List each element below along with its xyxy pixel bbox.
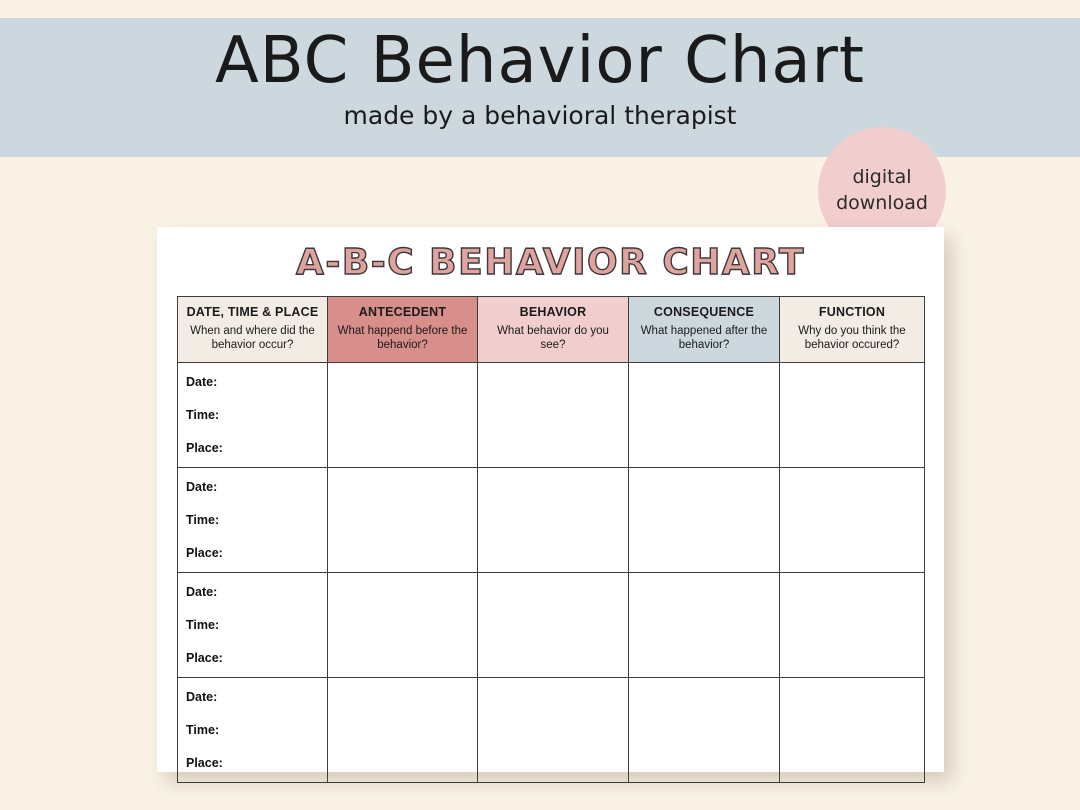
entry-date-time-place-2[interactable]: Date: Time: Place:	[178, 467, 328, 572]
entry-date-time-place-4[interactable]: Date: Time: Place:	[178, 677, 328, 782]
entry-behavior-1[interactable]	[478, 362, 629, 467]
entry-behavior-2[interactable]	[478, 467, 629, 572]
entry-consequence-3[interactable]	[629, 572, 780, 677]
entry-date-time-place-3[interactable]: Date: Time: Place:	[178, 572, 328, 677]
entry-behavior-3[interactable]	[478, 572, 629, 677]
page-title: ABC Behavior Chart	[215, 24, 865, 98]
entry-function-2[interactable]	[780, 467, 925, 572]
chart-table-wrapper	[177, 296, 924, 783]
entry-function-3[interactable]	[780, 572, 925, 677]
header-banner	[0, 18, 1080, 157]
column-header-date-time-place: DATE, TIME & PLACE When and where did the behavior occur?	[178, 297, 328, 363]
entry-antecedent-1[interactable]	[328, 362, 478, 467]
entry-date-time-place-1[interactable]: Date: Time: Place:	[178, 362, 328, 467]
badge-line-1: digital	[852, 166, 912, 189]
table-row	[178, 362, 925, 467]
chart-sheet	[157, 227, 944, 772]
table-row	[178, 467, 925, 572]
entry-antecedent-2[interactable]	[328, 467, 478, 572]
badge-line-2: download	[836, 192, 928, 214]
entry-consequence-2[interactable]	[629, 467, 780, 572]
page-subtitle: made by a behavioral therapist	[343, 101, 737, 131]
table-header-row	[178, 297, 925, 363]
entry-consequence-4[interactable]	[629, 677, 780, 782]
column-header-function: FUNCTION Why do you think the behavior occured?	[780, 297, 925, 363]
entry-antecedent-3[interactable]	[328, 572, 478, 677]
entry-function-4[interactable]	[780, 677, 925, 782]
entry-consequence-1[interactable]	[629, 362, 780, 467]
table-row	[178, 572, 925, 677]
abc-behavior-table	[177, 296, 925, 783]
chart-title: A-B-C BEHAVIOR CHART	[296, 242, 805, 283]
entry-antecedent-4[interactable]	[328, 677, 478, 782]
entry-behavior-4[interactable]	[478, 677, 629, 782]
table-row	[178, 677, 925, 782]
column-header-behavior: BEHAVIOR What behavior do you see?	[478, 297, 629, 363]
entry-function-1[interactable]	[780, 362, 925, 467]
column-header-antecedent: ANTECEDENT What happend before the behavior?	[328, 297, 478, 363]
column-header-consequence: CONSEQUENCE What happened after the behavior?	[629, 297, 780, 363]
